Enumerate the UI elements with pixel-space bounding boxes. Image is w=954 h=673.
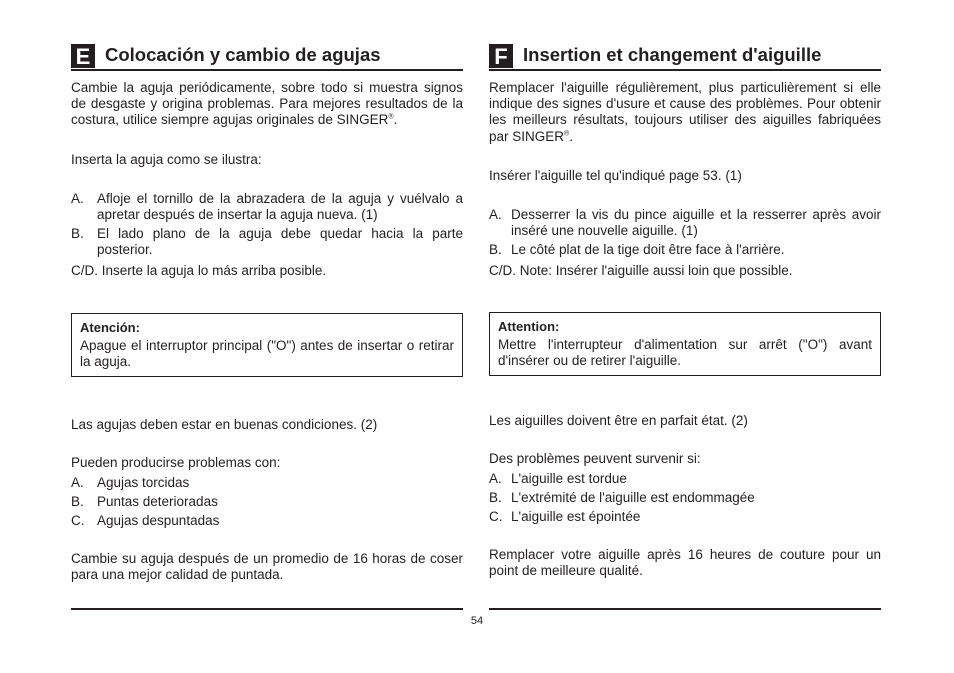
list-item: B. Le côté plat de la tige doit être face à l'arrière.	[489, 242, 785, 258]
steps-list	[489, 207, 881, 259]
cd-instruction: C/D. Note: Insérer l'aiguille aussi loin que possible.	[489, 262, 793, 278]
warning-title: Attention:	[498, 318, 560, 334]
warning-text: Apague el interruptor principal ("O") antes de insertar o retirar la aguja.	[80, 337, 454, 370]
condition-note: Las agujas deben estar en buenas condiciones. (2)	[71, 417, 378, 433]
warning-box	[489, 312, 881, 376]
section-title: Colocación y cambio de agujas	[105, 44, 381, 65]
section-title: Insertion et changement d'aiguille	[523, 44, 822, 65]
problems-intro: Pueden producirse problemas con:	[71, 455, 281, 471]
footer-divider-right	[489, 608, 881, 610]
page-number: 54	[470, 615, 484, 627]
insert-instruction: Inserta la aguja como se ilustra:	[71, 151, 262, 167]
closing-paragraph: Remplacer votre aiguille après 16 heures de couture pour un point de meilleure qualité.	[489, 547, 881, 579]
insert-instruction: Insérer l'aiguille tel qu'indiqué page 53. (1)	[489, 167, 742, 183]
section-spanish	[71, 42, 463, 584]
warning-title: Atención:	[80, 319, 140, 335]
problems-intro: Des problèmes peuvent survenir si:	[489, 451, 701, 467]
list-item: C. Agujas despuntadas	[71, 513, 220, 529]
condition-note: Les aiguilles doivent être en parfait état. (2)	[489, 413, 748, 429]
warning-text: Mettre l'interrupteur d'alimentation sur arrêt ("O") avant d'insérer ou de retirer l'aiguille.	[498, 336, 872, 369]
footer-divider-left	[71, 608, 463, 610]
list-item: C. L'aiguille est épointée	[489, 509, 641, 525]
list-item: B. L'extrémité de l'aiguille est endommagée	[489, 489, 755, 505]
list-item: B. Puntas deterioradas	[71, 493, 218, 509]
list-item: A. L'aiguille est tordue	[489, 470, 627, 486]
intro-paragraph: Cambie la aguja periódicamente, sobre todo si muestra signos de desgaste y origina problemas. Para mejores resultados de la costura, utilice siempre agujas originales de SINGER®.	[71, 80, 463, 128]
steps-list	[71, 191, 463, 259]
list-item: A. Desserrer la vis du pince aiguille et la resserrer après avoir inséré une nouvelle aiguille. (1)	[489, 207, 881, 239]
section-header	[71, 42, 463, 71]
problems-list	[71, 475, 463, 530]
section-french	[489, 42, 881, 580]
language-badge: F	[489, 44, 513, 68]
registered-mark: ®	[388, 113, 394, 121]
cd-instruction: C/D. Inserte la aguja lo más arriba posible.	[71, 262, 327, 278]
language-badge: E	[71, 44, 95, 68]
list-item: B. El lado plano de la aguja debe quedar hacia la parte posterior.	[71, 226, 463, 258]
section-header	[489, 42, 881, 71]
warning-box	[71, 313, 463, 377]
intro-paragraph: Remplacer l'aiguille régulièrement, plus particulièrement si elle indique des signes d'usure et cause des problèmes. Pour obtenir les meilleurs résultats, toujours utiliser des aiguilles fabriquées par SINGER®.	[489, 80, 881, 144]
closing-paragraph: Cambie su aguja después de un promedio de 16 horas de coser para una mejor calidad de puntada.	[71, 551, 463, 583]
list-item: A. Afloje el tornillo de la abrazadera de la aguja y vuélvalo a apretar después de insertar la aguja nueva. (1)	[71, 190, 463, 223]
registered-mark: ®	[564, 130, 570, 138]
problems-list	[489, 471, 881, 526]
list-item: A. Agujas torcidas	[71, 474, 190, 490]
